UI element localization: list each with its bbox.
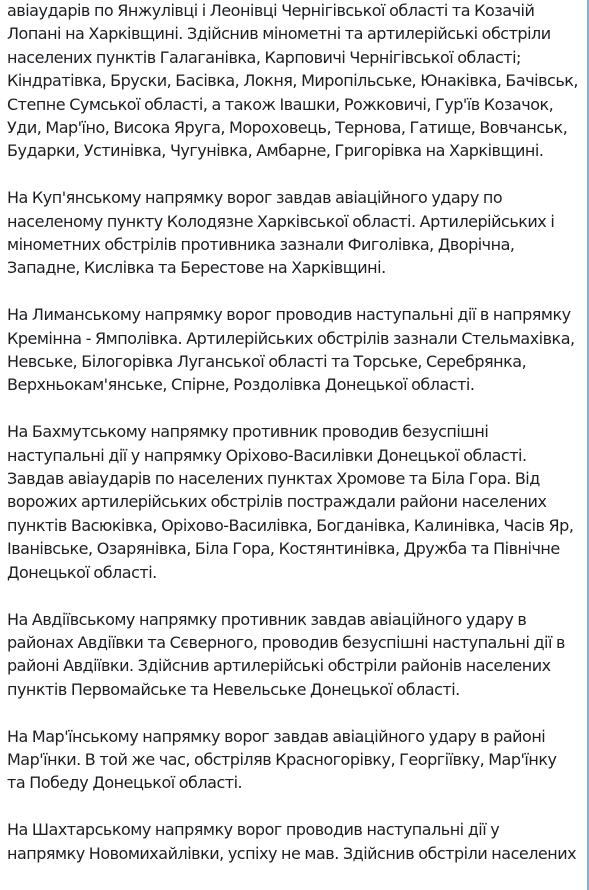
text-line: пунктів Васюківка, Оріхово-Василівка, Богданівка, Калинівка, Часів Яр, bbox=[7, 515, 574, 535]
text-line: Кіндратівка, Бруски, Басівка, Локня, Миропільське, Юнаківка, Бачівськ, bbox=[7, 71, 579, 91]
paragraph-northern bbox=[7, 0, 581, 163]
text-line: На Авдіївському напрямку противник завдав авіаційного удару в bbox=[7, 609, 527, 629]
text-line: населеному пункту Колодязне Харківської області. Артилерійських і bbox=[7, 211, 555, 231]
text-line: Іванівське, Озарянівка, Біла Гора, Костянтинівка, Дружба та Північне bbox=[7, 539, 560, 559]
article-text bbox=[7, 0, 581, 888]
paragraph-marinka bbox=[7, 725, 581, 795]
paragraph-avdiivka bbox=[7, 608, 581, 702]
text-line: та Победу Донецької області. bbox=[7, 773, 243, 793]
text-line: Кремінна - Ямполівка. Артилерійських обстрілів зазнали Стельмахівка, bbox=[7, 328, 575, 348]
text-line: Завдав авіаударів по населених пунктах Хромове та Біла Гора. Від bbox=[7, 469, 540, 489]
text-line: Западне, Кислівка та Берестове на Харківщині. bbox=[7, 258, 386, 278]
text-line: На Мар'їнському напрямку ворог завдав авіаційного удару в районі bbox=[7, 726, 546, 746]
text-line: Бударки, Устинівка, Чугунівка, Амбарне, Григорівка на Харківщині. bbox=[7, 141, 544, 161]
text-line: Верхньокам'янське, Спірне, Роздолівка Донецької області. bbox=[7, 375, 475, 395]
text-line: На Шахтарському напрямку ворог проводив наступальні дії у bbox=[7, 820, 500, 840]
text-line: Уди, Мар'їно, Висока Яруга, Мороховець, Тернова, Гатище, Вовчанськ, bbox=[7, 118, 568, 138]
text-line: населених пунктів Галаганівка, Карповичі Чернігівської області; bbox=[7, 47, 521, 67]
text-line: На Лиманському напрямку ворог проводив наступальні дії в напрямку bbox=[7, 305, 571, 325]
text-line: На Куп'янському напрямку ворог завдав авіаційного удару по bbox=[7, 188, 503, 208]
paragraph-kupiansk bbox=[7, 186, 581, 280]
text-line: Лопані на Харківщині. Здійснив мінометні та артилерійські обстріли bbox=[7, 24, 551, 44]
text-line: напрямку Новомихайлівки, успіху не мав. Здійснив обстріли населених bbox=[7, 843, 577, 863]
text-line: Донецької області. bbox=[7, 562, 157, 582]
paragraph-bakhmut bbox=[7, 420, 581, 584]
paragraph-lyman bbox=[7, 303, 581, 397]
text-line: наступальні дії у напрямку Оріхово-Василівки Донецької області. bbox=[7, 445, 527, 465]
text-line: мінометних обстрілів противника зазнали Фиголівка, Дворічна, bbox=[7, 235, 515, 255]
text-line: Невське, Білогорівка Луганської області та Торське, Серебрянка, bbox=[7, 352, 527, 372]
text-line: Степне Сумської області, а також Івашки, Рожковичі, Гур'їв Козачок, bbox=[7, 94, 554, 114]
paragraph-shakhtarsk bbox=[7, 818, 581, 865]
text-line: авіаударів по Янжулівці і Леонівці Чернігівської області та Козачій bbox=[7, 1, 535, 20]
text-line: районі Авдіївки. Здійснив артилерійські обстріли районів населених bbox=[7, 656, 551, 676]
text-line: районах Авдіївки та Сєверного, проводив безуспішні наступальні дії в bbox=[7, 632, 565, 652]
text-line: ворожих артилерійських обстрілів постраждали райони населених bbox=[7, 492, 547, 512]
text-line: Мар'їнки. В той же час, обстріляв Красногорівку, Георгіївку, Мар'їнку bbox=[7, 749, 557, 769]
text-line: На Бахмутському напрямку противник проводив безуспішні bbox=[7, 422, 489, 442]
text-line: пунктів Первомайське та Невельське Донецької області. bbox=[7, 679, 460, 699]
